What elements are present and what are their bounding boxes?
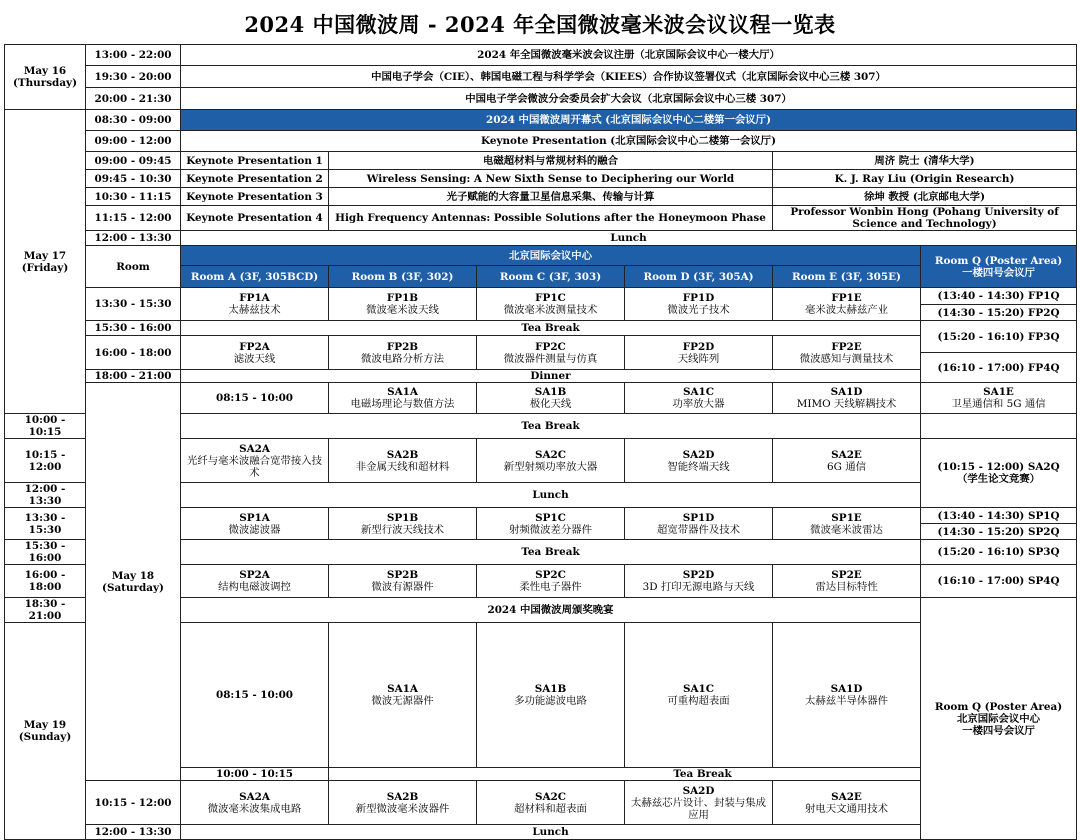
session-cell [477,336,625,370]
schedule-row [5,188,1077,206]
tea-break-cell: Tea Break [181,414,921,439]
session-code: SA2B [386,790,419,803]
session-title: 微波感知与测量技术 [799,352,894,365]
room-header: Room C (3F, 303) [477,266,625,288]
time-slot: 11:15 - 12:00 [86,206,181,231]
session-cell [477,288,625,321]
schedule-row [5,825,1077,840]
session-cell [477,508,625,540]
session-code: SA1B [534,683,567,695]
schedule-row [5,131,1077,152]
session-code: SP2B [386,569,419,581]
tea-break-cell: Tea Break [329,768,1077,781]
poster-session: (15:20 - 16:10) SP3Q [921,540,1077,565]
session-code: FP1E [831,292,862,304]
session-title: 6G 通信 [827,460,866,473]
schedule-row [5,88,1077,110]
session-title: 微波毫米波雷达 [810,523,883,536]
time-slot: 12:00 - 13:30 [86,231,181,246]
keynote-speaker: 周济 院士 (清华大学) [773,152,1077,170]
day-label-may-16: May 16 (Thursday) [5,45,86,110]
time-slot: 15:30 - 16:00 [86,321,181,336]
session-cell [773,439,921,483]
session-code: SA1E [983,386,1014,398]
time-slot: 13:00 - 22:00 [86,45,181,66]
venue-header: 北京国际会议中心 [181,246,921,266]
schedule-row [5,206,1077,231]
session-code: FP2D [682,340,715,353]
event-cell: 2024 年全国微波毫米波会议注册（北京国际会议中心一楼大厅） [181,45,1077,66]
event-cell: 中国电子学会（CIE）、韩国电磁工程与科学学会（KIEES）合作协议签署仪式（北京国际会议中心三楼 307） [181,66,1077,88]
time-slot: 10:30 - 11:15 [86,188,181,206]
time-slot: 09:00 - 12:00 [86,131,181,152]
session-cell [329,336,477,370]
time-slot: 13:30 - 15:30 [86,288,181,321]
page-title: 2024 中国微波周 - 2024 年全国微波毫米波会议议程一览表 [244,12,836,37]
time-slot: 18:30 - 21:00 [5,598,86,623]
keynote-label: Keynote Presentation 1 [181,152,329,170]
keynote-speaker: K. J. Ray Liu (Origin Research) [773,170,1077,188]
session-cell [625,508,773,540]
schedule-row [5,170,1077,188]
session-code: SA2D [682,448,715,461]
session-code: SA1D [830,386,863,398]
poster-session: (13:40 - 14:30) SP1Q [921,508,1077,524]
session-cell [773,781,921,825]
keynote-topic: 光子赋能的大容量卫星信息采集、传输与计算 [329,188,773,206]
schedule-row [5,383,1077,414]
time-slot: 08:15 - 10:00 [181,383,329,414]
session-title: 太赫兹半导体器件 [804,695,889,707]
session-title: 3D 打印无源电路与天线 [642,581,755,593]
session-cell [329,565,477,598]
session-cell [625,623,773,768]
schedule-row [5,152,1077,170]
session-code: SP1D [682,511,715,524]
keynote-topic: Wireless Sensing: A New Sixth Sense to Deciphering our World [329,170,773,188]
poster-session: (13:40 - 14:30) FP1Q [921,288,1077,305]
banquet-cell: 2024 中国微波周颁奖晚宴 [181,598,921,623]
poster-session: (14:30 - 15:20) FP2Q [921,305,1077,321]
time-slot: 09:45 - 10:30 [86,170,181,188]
keynote-speaker: Professor Wonbin Hong (Pohang University of Science and Technology) [773,206,1077,231]
lunch-cell: Lunch [181,825,921,840]
session-title: 微波滤波器 [228,523,281,536]
day-label-may-18: May 18 (Saturday) [86,383,181,781]
time-slot: 10:15 - 12:00 [86,781,181,825]
session-code: SP1A [239,511,270,524]
session-code: SA2B [386,448,419,461]
time-slot: 15:30 - 16:00 [5,540,86,565]
keynote-label: Keynote Presentation 2 [181,170,329,188]
session-code: SP2E [831,569,862,581]
keynote-label: Keynote Presentation 4 [181,206,329,231]
session-title: 功率放大器 [672,398,725,410]
session-code: SA1B [534,386,567,398]
session-cell [625,336,773,370]
session-title: 可重构超表面 [667,695,730,707]
session-code: SA1A [387,683,418,695]
session-cell [181,439,329,483]
schedule-row [5,246,1077,266]
session-code: SA2C [534,790,567,803]
tea-break-cell: Tea Break [181,321,921,336]
schedule-row [5,321,1077,336]
poster-session: (14:30 - 15:20) SP2Q [921,524,1077,540]
schedule-row [5,288,1077,305]
session-cell [477,439,625,483]
schedule-row [5,231,1077,246]
session-cell [329,288,477,321]
session-cell [773,508,921,540]
schedule-row [5,781,1077,825]
session-title: 结构电磁波调控 [218,581,291,593]
poster-session: (15:20 - 16:10) FP3Q [921,321,1077,353]
session-cell [329,781,477,825]
session-code: SA1A [387,386,418,398]
time-slot: 10:15 - 12:00 [5,439,86,483]
session-cell [181,336,329,370]
session-code: SA1D [830,683,863,695]
session-title: 非金属天线和超材料 [355,460,450,473]
time-slot: 09:00 - 09:45 [86,152,181,170]
session-title: 电磁场理论与数值方法 [350,398,455,410]
session-title: MIMO 天线解耦技术 [796,398,897,410]
schedule-table [4,44,1077,840]
schedule-row [5,336,1077,353]
session-code: FP2C [535,340,566,353]
session-cell [181,565,329,598]
session-cell [921,383,1077,414]
session-code: FP2E [831,340,862,353]
room-header: Room A (3F, 305BCD) [181,266,329,288]
session-title: 微波毫米波测量技术 [503,304,598,316]
session-title: 新型微波毫米波器件 [355,802,450,815]
keynote-topic: High Frequency Antennas: Possible Solutions after the Honeymoon Phase [329,206,773,231]
session-code: FP2B [386,340,419,353]
session-title: 滤波天线 [233,352,276,365]
session-cell [625,288,773,321]
session-code: FP1B [386,292,419,304]
session-title: 太赫兹芯片设计、封装与集成应用 [630,796,767,821]
session-title: 微波光子技术 [667,304,730,316]
session-cell [181,781,329,825]
schedule-row [5,45,1077,66]
session-code: SP1B [386,511,419,524]
session-title: 智能终端天线 [667,460,730,473]
session-code: SA1C [682,683,715,695]
session-code: SA2A [239,790,270,803]
session-title: 柔性电子器件 [519,581,582,593]
session-code: SP2D [682,569,715,581]
session-code: SA2E [831,790,862,803]
session-code: SA2C [534,448,567,461]
poster-room-info: Room Q (Poster Area) 北京国际会议中心 一楼四号会议厅 [921,598,1077,840]
session-cell [625,565,773,598]
lunch-cell: Lunch [181,483,921,508]
session-cell [181,288,329,321]
day-label-may-19: May 19 (Sunday) [5,623,86,840]
time-slot: 19:30 - 20:00 [86,66,181,88]
session-title: 超宽带器件及技术 [656,523,741,536]
time-slot: 16:00 - 18:00 [5,565,86,598]
session-title: 天线阵列 [677,352,720,365]
session-title: 多功能滤波电路 [514,695,587,707]
session-cell [329,508,477,540]
time-slot: 08:30 - 09:00 [86,110,181,131]
session-cell [477,623,625,768]
day-label-may-17: May 17 (Friday) [5,110,86,414]
session-title: 射电天文通用技术 [804,802,889,815]
poster-session: (16:10 - 17:00) FP4Q [921,353,1077,383]
event-cell: 中国电子学会微波分会委员会扩大会议（北京国际会议中心三楼 307） [181,88,1077,110]
session-title: 微波毫米波天线 [366,304,439,316]
time-slot: 13:30 - 15:30 [5,508,86,540]
schedule-row [5,66,1077,88]
session-cell [625,383,773,414]
session-title: 微波无源器件 [371,695,434,707]
time-slot: 16:00 - 18:00 [86,336,181,370]
session-title: 微波器件测量与仿真 [503,352,598,365]
session-code: FP1D [682,292,715,304]
session-title: 新型行波天线技术 [360,523,445,536]
session-title: 新型射频功率放大器 [503,460,598,473]
session-code: SA2E [831,448,862,461]
session-cell [773,288,921,321]
session-cell [181,508,329,540]
session-title: 极化天线 [529,398,572,410]
keynote-speaker: 徐坤 教授 (北京邮电大学) [773,188,1077,206]
session-cell [477,781,625,825]
session-cell [773,383,921,414]
time-slot: 18:00 - 21:00 [86,370,181,383]
time-slot: 10:00 - 10:15 [181,768,329,781]
session-code: FP2A [239,340,270,353]
session-title: 超材料和超表面 [514,802,587,815]
time-slot: 08:15 - 10:00 [181,623,329,768]
session-cell [477,383,625,414]
keynote-header: Keynote Presentation (北京国际会议中心二楼第一会议厅) [181,131,1077,152]
session-code: SA1C [682,386,715,398]
session-title: 毫米波太赫兹产业 [804,304,889,316]
poster-room-header: Room Q (Poster Area) 一楼四号会议厅 [921,246,1077,288]
session-cell [773,623,921,768]
room-label: Room [86,246,181,288]
session-cell [773,565,921,598]
session-title: 微波电路分析方法 [360,352,445,365]
room-header: Room E (3F, 305E) [773,266,921,288]
session-code: SP2C [535,569,566,581]
poster-session: (16:10 - 17:00) SP4Q [921,565,1077,598]
session-code: SA2A [239,442,270,455]
tea-break-cell: Tea Break [181,540,921,565]
session-code: FP1A [239,292,270,304]
session-title: 微波有源器件 [371,581,434,593]
session-title: 卫星通信和 5G 通信 [951,398,1046,410]
opening-ceremony-banner: 2024 中国微波周开幕式 (北京国际会议中心二楼第一会议厅) [181,110,1077,131]
time-slot: 20:00 - 21:30 [86,88,181,110]
session-cell [477,565,625,598]
keynote-label: Keynote Presentation 3 [181,188,329,206]
dinner-cell: Dinner [181,370,921,383]
poster-session: (10:15 - 12:00) SA2Q （学生论文竞赛） [921,439,1077,508]
session-code: SP1E [831,511,862,524]
session-cell [329,439,477,483]
session-title: 太赫兹技术 [228,304,281,316]
room-header: Room D (3F, 305A) [625,266,773,288]
session-code: FP1C [535,292,566,304]
session-cell [329,383,477,414]
lunch-cell: Lunch [181,231,1077,246]
session-title: 微波毫米波集成电路 [207,802,302,815]
session-code: SA2D [682,784,715,797]
session-code: SP2A [239,569,270,581]
session-cell [625,439,773,483]
session-title: 光纤与毫米波融合宽带接入技术 [186,454,323,479]
session-code: SP1C [535,511,566,524]
schedule-row [5,110,1077,131]
session-cell [773,336,921,370]
schedule-row [5,370,1077,383]
session-cell [329,623,477,768]
time-slot: 10:00 - 10:15 [5,414,86,439]
keynote-topic: 电磁超材料与常规材料的融合 [329,152,773,170]
session-title: 雷达目标特性 [815,581,878,593]
time-slot: 12:00 - 13:30 [86,825,181,840]
room-header: Room B (3F, 302) [329,266,477,288]
time-slot: 12:00 - 13:30 [5,483,86,508]
session-cell [625,781,773,825]
session-title: 射频微波差分器件 [508,523,593,536]
